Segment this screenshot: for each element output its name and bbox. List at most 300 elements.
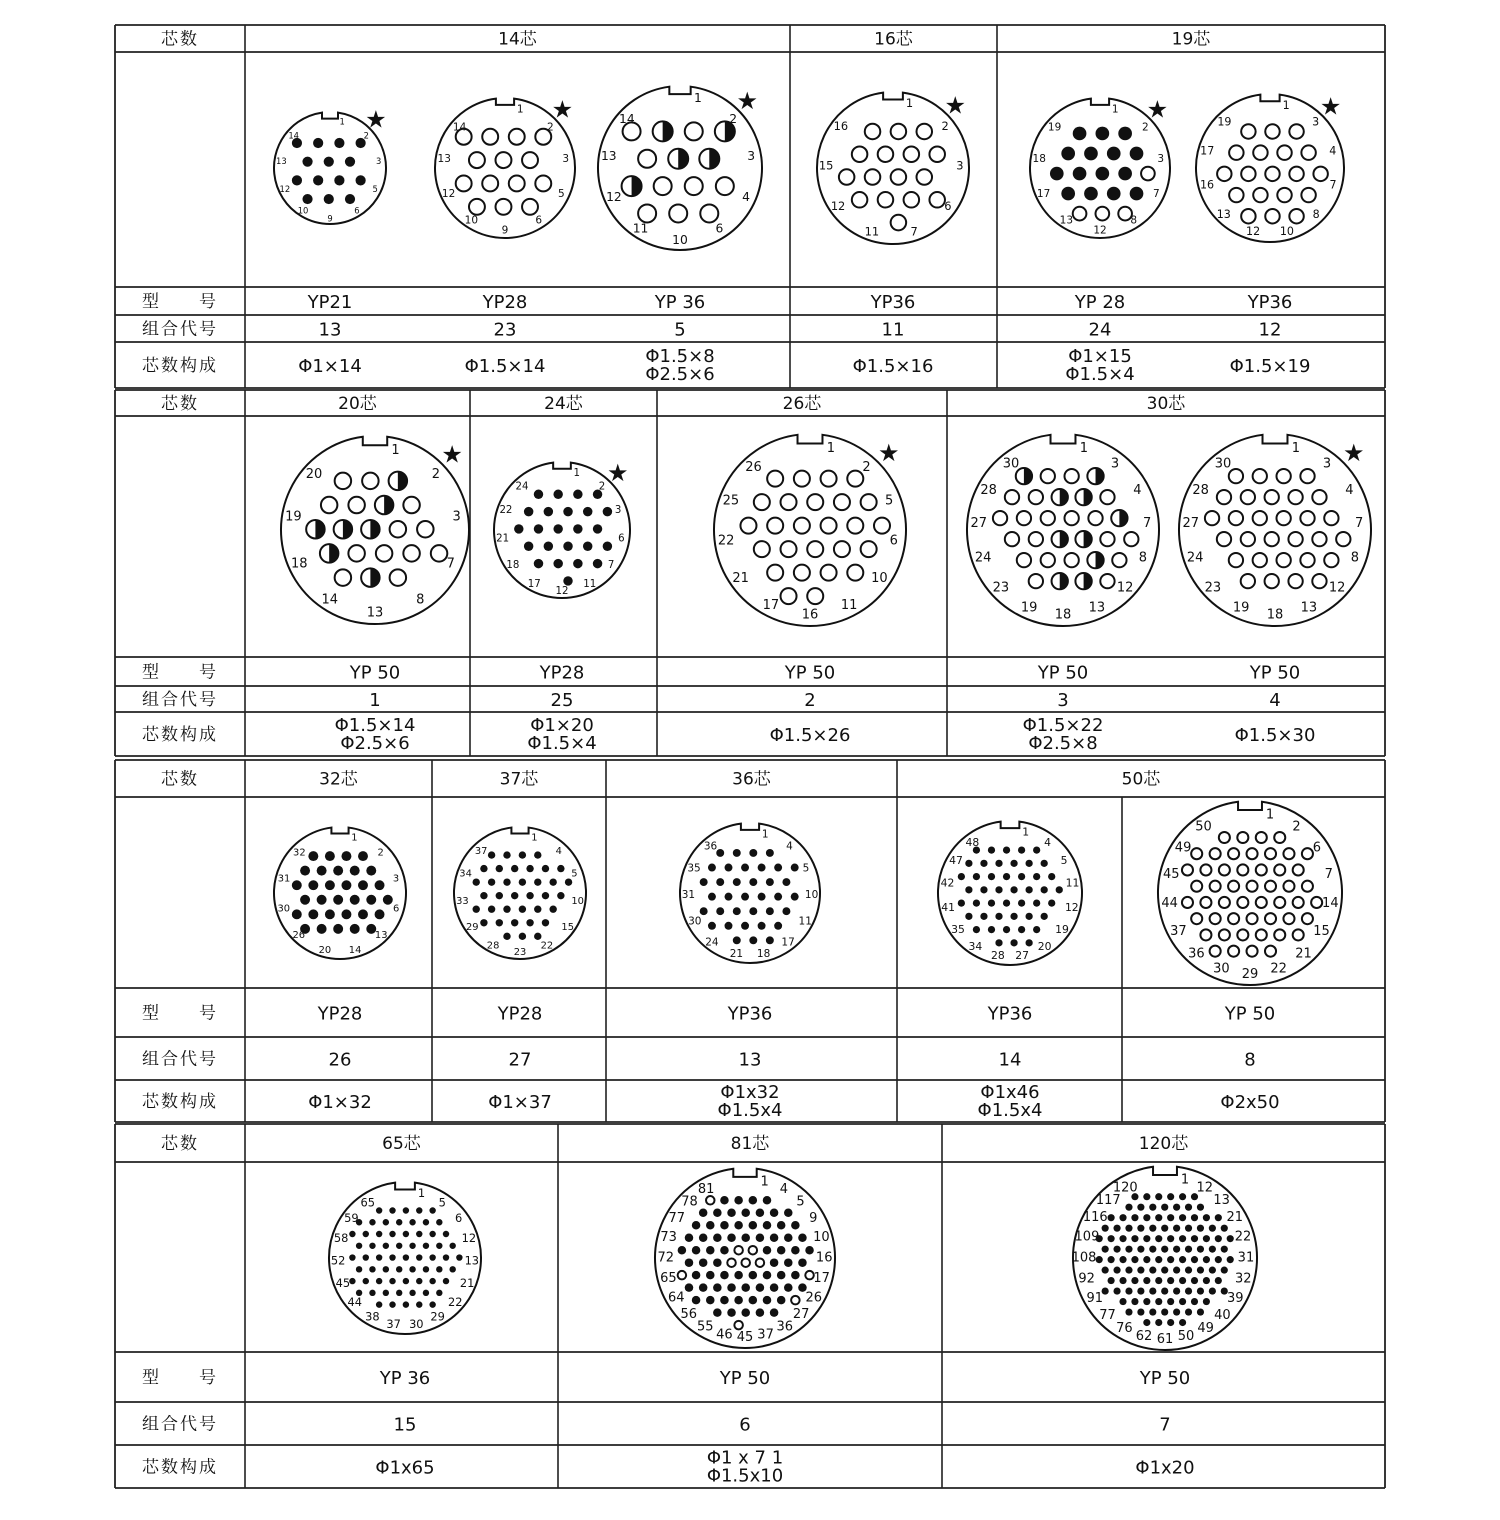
- pin-contact: [725, 922, 733, 930]
- pin-number-label: 19: [1020, 600, 1038, 616]
- pin-contact: [706, 1246, 715, 1255]
- pin-contact: [473, 906, 480, 913]
- pin-contact: [456, 175, 472, 191]
- pin-contact: [1155, 1298, 1162, 1305]
- combo-code-value: 23: [493, 319, 517, 341]
- pin-contact: [1084, 147, 1098, 161]
- pin-contact: [791, 864, 799, 872]
- pin-contact: [770, 1209, 779, 1218]
- pin-contact: [308, 880, 318, 890]
- pin-contact: [1112, 553, 1126, 567]
- pin-contact: [1197, 1225, 1204, 1232]
- pin-contact: [807, 494, 823, 510]
- pin-contact: [335, 473, 351, 489]
- pin-contact: [1003, 846, 1010, 853]
- pin-contact: [756, 1258, 765, 1267]
- pin-number-label: 21: [729, 948, 744, 961]
- pin-number-label: 29: [466, 922, 479, 934]
- pin-contact: [1003, 873, 1010, 880]
- pin-number-label: 27: [1015, 949, 1030, 963]
- pin-contact: [791, 1221, 800, 1230]
- pin-contact: [878, 192, 894, 208]
- row-label-combo: 组合代号: [142, 690, 218, 710]
- pin-contact: [727, 1283, 736, 1292]
- pin-contact: [333, 895, 343, 905]
- composition-value: Φ1.5×8: [645, 346, 715, 367]
- pin-contact: [1227, 1256, 1234, 1263]
- pin-number-label: 45: [736, 1330, 754, 1346]
- pin-contact: [1247, 946, 1258, 957]
- pin-contact: [366, 866, 376, 876]
- pin-contact: [317, 866, 327, 876]
- pin-contact: [1253, 188, 1267, 202]
- pin-contact: [1113, 1267, 1120, 1274]
- pin-contact: [436, 1266, 442, 1272]
- pin-number-label: 30: [1213, 961, 1230, 977]
- pin-contact: [1137, 1267, 1144, 1274]
- pin-contact: [791, 1246, 800, 1255]
- pin-contact: [777, 1271, 786, 1280]
- pin-contact: [798, 1258, 807, 1267]
- pin-contact: [1247, 848, 1258, 859]
- pin-contact: [1300, 553, 1314, 567]
- pin-contact: [603, 507, 612, 516]
- pin-contact: [878, 146, 894, 162]
- pin-contact: [638, 150, 656, 168]
- pin-contact: [749, 1246, 758, 1255]
- pin-number-label: 12: [1064, 900, 1079, 914]
- pin-number-label: 12: [461, 1231, 477, 1246]
- pin-contact: [678, 1271, 687, 1280]
- pin-number-label: 5: [438, 1195, 446, 1210]
- composition-value: Φ1×37: [488, 1092, 552, 1113]
- pin-number-label: 24: [974, 550, 992, 566]
- pin-number-label: 12: [555, 585, 569, 597]
- combo-code-value: 4: [1269, 690, 1281, 711]
- pin-number-label: 61: [1156, 1331, 1174, 1347]
- pin-contact: [534, 933, 541, 940]
- pin-number-label: 7: [910, 224, 918, 239]
- composition-value: Φ2x50: [1220, 1092, 1280, 1113]
- pin-contact: [1219, 897, 1230, 908]
- pin-number-label: 30: [1214, 456, 1232, 472]
- pin-number-label: 48: [965, 836, 980, 850]
- pin-contact: [733, 849, 741, 857]
- pin-contact: [1149, 1287, 1156, 1294]
- pin-contact: [553, 524, 562, 533]
- model-value: YP28: [317, 1003, 363, 1025]
- pin-number-label: 1: [1180, 1172, 1190, 1188]
- row-label-model: 型 号: [142, 1003, 218, 1024]
- pin-contact: [356, 1243, 362, 1249]
- composition-value: Φ1.5x4: [717, 1100, 783, 1121]
- pin-contact: [781, 541, 797, 557]
- model-value: YP 50: [1037, 662, 1089, 684]
- pin-contact: [861, 541, 877, 557]
- pin-contact: [563, 542, 572, 551]
- pin-number-label: 13: [276, 155, 287, 166]
- pin-contact: [1026, 886, 1033, 893]
- pin-contact: [678, 1246, 687, 1255]
- pin-number-label: 15: [561, 922, 574, 934]
- pin-contact: [685, 177, 703, 195]
- pin-contact: [782, 878, 790, 886]
- pin-contact: [1125, 1204, 1132, 1211]
- pin-contact: [341, 851, 351, 861]
- pin-number-label: 59: [344, 1211, 359, 1226]
- pin-contact: [1217, 532, 1231, 546]
- model-value: YP28: [482, 292, 528, 313]
- model-value: YP36: [870, 292, 916, 313]
- pin-number-label: 10: [813, 1229, 830, 1245]
- pin-contact: [929, 146, 945, 162]
- pin-number-label: 22: [499, 505, 513, 517]
- pin-contact: [973, 899, 980, 906]
- pin-number-label: 2: [941, 119, 949, 134]
- pin-contact: [396, 1243, 402, 1249]
- pin-contact: [1274, 929, 1285, 940]
- pin-contact: [313, 175, 323, 185]
- star-marker-icon: ★: [607, 459, 629, 488]
- pin-contact: [1237, 929, 1248, 940]
- pin-number-label: 5: [796, 1194, 805, 1210]
- pin-number-label: 38: [365, 1309, 380, 1324]
- pin-contact: [1256, 864, 1267, 875]
- pin-contact: [995, 860, 1002, 867]
- pin-contact: [534, 490, 543, 499]
- pin-contact: [396, 1219, 402, 1225]
- row-label-composition: 芯数构成: [142, 356, 218, 376]
- pin-contact: [847, 518, 863, 534]
- pin-contact: [1061, 187, 1075, 201]
- pin-contact: [396, 1266, 402, 1272]
- pin-contact: [734, 1221, 743, 1230]
- pin-contact: [358, 880, 368, 890]
- pin-contact: [699, 1233, 708, 1242]
- pin-contact: [716, 907, 724, 915]
- pin-contact: [1041, 469, 1055, 483]
- pin-contact: [363, 1254, 369, 1260]
- connector-drawing: [1072, 1167, 1257, 1350]
- pin-contact: [706, 1296, 715, 1305]
- pin-number-label: 29: [430, 1309, 445, 1324]
- pin-contact: [1010, 860, 1017, 867]
- pin-contact: [1003, 899, 1010, 906]
- pin-contact: [1064, 469, 1078, 483]
- pin-contact: [496, 919, 503, 926]
- pin-contact: [1191, 1214, 1198, 1221]
- pin-contact: [409, 1243, 415, 1249]
- pin-contact: [469, 152, 485, 168]
- pin-number-label: 4: [1329, 144, 1337, 158]
- pin-number-label: 19: [1047, 121, 1062, 134]
- pin-contact: [593, 524, 602, 533]
- pin-contact: [874, 518, 890, 534]
- pin-number-label: 40: [1214, 1308, 1231, 1324]
- pin-contact: [375, 909, 385, 919]
- pin-contact: [369, 1219, 375, 1225]
- pin-number-label: 1: [826, 441, 836, 457]
- pin-contact: [503, 851, 510, 858]
- pin-contact: [341, 880, 351, 890]
- composition-value: Φ2.5×8: [1028, 733, 1098, 754]
- pin-contact: [770, 1258, 779, 1267]
- pin-contact: [692, 1246, 701, 1255]
- composition-value: Φ1.5×22: [1022, 715, 1104, 736]
- pin-number-label: 7: [1324, 867, 1333, 883]
- pin-contact: [524, 507, 533, 516]
- pin-number-label: 34: [968, 940, 983, 954]
- pin-contact: [350, 924, 360, 934]
- model-value: YP28: [497, 1003, 543, 1025]
- pin-contact: [654, 177, 672, 195]
- pin-number-label: 91: [1086, 1291, 1103, 1307]
- pin-number-label: 7: [607, 560, 615, 572]
- pin-number-label: 1: [1282, 98, 1290, 112]
- pin-contact: [456, 1254, 462, 1260]
- pin-contact: [519, 878, 526, 885]
- pin-number-label: 21: [1295, 946, 1312, 962]
- pin-contact: [443, 1231, 449, 1237]
- pin-contact: [807, 541, 823, 557]
- pin-number-label: 35: [687, 862, 701, 875]
- pin-number-label: 3: [1110, 456, 1120, 472]
- pin-contact: [1185, 1267, 1192, 1274]
- pin-number-label: 117: [1095, 1193, 1121, 1209]
- connector-drawing: [454, 828, 586, 959]
- pin-number-label: 1: [1079, 441, 1089, 457]
- pin-contact: [496, 199, 512, 215]
- core-count-header: 24芯: [544, 394, 583, 414]
- pin-contact: [794, 471, 810, 487]
- pin-contact: [1161, 1225, 1168, 1232]
- pin-contact: [1026, 860, 1033, 867]
- pin-contact: [754, 494, 770, 510]
- pin-contact: [563, 576, 572, 585]
- pin-contact: [1324, 553, 1338, 567]
- connector-drawing: [1196, 93, 1344, 242]
- pin-contact: [1064, 511, 1078, 525]
- pin-number-label: 17: [527, 579, 541, 591]
- pin-contact: [716, 878, 724, 886]
- composition-value: Φ1.5x10: [706, 1465, 784, 1487]
- pin-contact: [563, 507, 572, 516]
- pin-contact: [1312, 532, 1326, 546]
- pin-contact: [511, 865, 518, 872]
- model-value: YP 50: [1249, 662, 1301, 684]
- pin-contact: [1203, 1298, 1210, 1305]
- star-marker-icon: ★: [441, 440, 463, 469]
- pin-contact: [1276, 469, 1290, 483]
- core-count-header: 37芯: [499, 769, 539, 790]
- pin-contact: [1228, 848, 1239, 859]
- pin-number-label: 76: [1116, 1321, 1133, 1337]
- pin-number-label: 4: [1133, 482, 1142, 498]
- pin-contact: [1185, 1225, 1192, 1232]
- pin-contact: [807, 588, 823, 604]
- pin-contact: [1155, 1256, 1162, 1263]
- pin-number-label: 10: [1279, 224, 1294, 238]
- pin-number-label: 1: [516, 103, 524, 116]
- pin-contact: [1210, 848, 1221, 859]
- pin-number-label: 6: [889, 533, 898, 549]
- pin-contact: [1219, 864, 1230, 875]
- pin-contact: [1293, 897, 1304, 908]
- pin-contact: [1131, 1256, 1138, 1263]
- pin-contact: [369, 1266, 375, 1272]
- pin-contact: [1265, 913, 1276, 924]
- row-label-combo: 组合代号: [142, 319, 218, 340]
- pin-contact: [522, 199, 538, 215]
- pin-number-label: 12: [1093, 224, 1107, 237]
- pin-contact: [522, 152, 538, 168]
- pin-number-label: 73: [660, 1229, 677, 1245]
- pin-number-label: 13: [1059, 214, 1074, 227]
- pin-contact: [1191, 1277, 1198, 1284]
- combo-code-value: 8: [1244, 1049, 1256, 1071]
- pin-contact: [685, 1283, 694, 1292]
- pin-number-label: 108: [1071, 1250, 1097, 1266]
- pin-number-label: 13: [374, 929, 388, 941]
- pin-contact: [1185, 1287, 1192, 1294]
- pin-number-label: 6: [944, 199, 952, 214]
- pin-number-label: 36: [703, 840, 718, 853]
- composition-value: Φ1.5×4: [527, 733, 597, 754]
- pin-number-label: 3: [956, 158, 964, 173]
- pin-number-label: 2: [547, 121, 554, 134]
- pin-contact: [1288, 574, 1302, 588]
- pin-contact: [362, 473, 378, 489]
- row-label-cores: 芯数: [161, 769, 199, 790]
- pin-number-label: 10: [297, 205, 309, 216]
- pin-contact: [1191, 848, 1202, 859]
- combo-code-value: 13: [738, 1049, 762, 1071]
- pin-contact: [449, 1243, 455, 1249]
- pin-contact: [390, 569, 406, 585]
- pin-contact: [1229, 188, 1243, 202]
- pin-contact: [1125, 1246, 1132, 1253]
- pin-contact: [376, 545, 392, 561]
- pin-contact: [847, 471, 863, 487]
- pin-contact: [1018, 873, 1025, 880]
- pin-contact: [1018, 926, 1025, 933]
- pin-contact: [706, 1196, 715, 1205]
- pin-number-label: 19: [1217, 115, 1232, 129]
- pin-contact: [861, 494, 877, 510]
- pin-contact: [1125, 1287, 1132, 1294]
- pin-contact: [593, 559, 602, 568]
- pin-contact: [1131, 1214, 1138, 1221]
- pin-number-label: 2: [377, 847, 384, 859]
- star-marker-icon: ★: [944, 91, 967, 120]
- pin-number-label: 1: [1291, 441, 1301, 457]
- connector-drawing: [655, 1169, 835, 1348]
- pin-contact: [1274, 832, 1285, 843]
- pin-contact: [1125, 1225, 1132, 1232]
- pin-contact: [519, 933, 526, 940]
- pin-number-label: 22: [448, 1295, 463, 1310]
- pin-contact: [1302, 913, 1313, 924]
- pin-number-label: 12: [1246, 224, 1261, 238]
- model-value: YP 50: [1139, 1368, 1191, 1389]
- pin-contact: [1203, 1214, 1210, 1221]
- pin-contact: [1173, 1246, 1180, 1253]
- pin-contact: [403, 1278, 409, 1284]
- composition-value: Φ1.5×14: [334, 715, 416, 736]
- pin-number-label: 1: [1111, 103, 1119, 116]
- pin-contact: [713, 1308, 722, 1317]
- pin-contact: [511, 892, 518, 899]
- pin-number-label: 21: [1226, 1209, 1244, 1225]
- pin-contact: [708, 922, 716, 930]
- pin-number-label: 4: [1044, 836, 1052, 850]
- pin-contact: [542, 919, 549, 926]
- pin-contact: [865, 169, 881, 185]
- pin-contact: [1108, 1256, 1115, 1263]
- pin-number-label: 22: [717, 533, 735, 549]
- pin-number-label: 1: [1022, 825, 1030, 839]
- pin-contact: [534, 878, 541, 885]
- pin-number-label: 116: [1082, 1209, 1108, 1225]
- pin-contact: [416, 1207, 422, 1213]
- pin-contact: [573, 524, 582, 533]
- pin-contact: [758, 922, 766, 930]
- pin-contact: [1155, 1235, 1162, 1242]
- pin-contact: [1033, 846, 1040, 853]
- pin-contact: [1149, 1225, 1156, 1232]
- pin-number-label: 50: [1177, 1329, 1195, 1345]
- pin-number-label: 31: [277, 873, 291, 885]
- row-label-composition: 芯数构成: [142, 725, 218, 745]
- pin-number-label: 62: [1135, 1329, 1153, 1345]
- pin-number-label: 14: [348, 945, 362, 957]
- pin-contact: [749, 1296, 758, 1305]
- pin-contact: [965, 913, 972, 920]
- pin-contact: [1041, 913, 1048, 920]
- combo-code-value: 25: [550, 690, 574, 711]
- pin-contact: [1237, 864, 1248, 875]
- pin-contact: [774, 922, 782, 930]
- pin-contact: [852, 192, 868, 208]
- pin-contact: [725, 864, 733, 872]
- pin-contact: [534, 906, 541, 913]
- pin-contact: [1119, 1214, 1126, 1221]
- pin-contact: [1289, 209, 1303, 223]
- pin-contact: [1277, 188, 1291, 202]
- pin-contact: [791, 1271, 800, 1280]
- pin-number-label: 17: [781, 936, 795, 949]
- pin-number-label: 1: [417, 1186, 426, 1201]
- pin-contact: [1265, 490, 1279, 504]
- pin-number-label: 3: [1322, 456, 1332, 472]
- pin-contact: [1143, 1235, 1150, 1242]
- model-value: YP36: [727, 1003, 773, 1025]
- pin-contact: [503, 933, 510, 940]
- connector-outline: [1158, 802, 1342, 985]
- pin-contact: [708, 864, 716, 872]
- pin-contact: [473, 878, 480, 885]
- composition-value: Φ1 x 7 1: [706, 1447, 784, 1469]
- pin-contact: [1179, 1235, 1186, 1242]
- pin-contact: [958, 873, 965, 880]
- pin-number-label: 12: [441, 187, 456, 200]
- pin-contact: [1203, 1235, 1210, 1242]
- pin-contact: [727, 1308, 736, 1317]
- pin-contact: [1108, 1277, 1115, 1284]
- pin-contact: [356, 1266, 362, 1272]
- pin-contact: [325, 851, 335, 861]
- pin-contact: [1149, 1246, 1156, 1253]
